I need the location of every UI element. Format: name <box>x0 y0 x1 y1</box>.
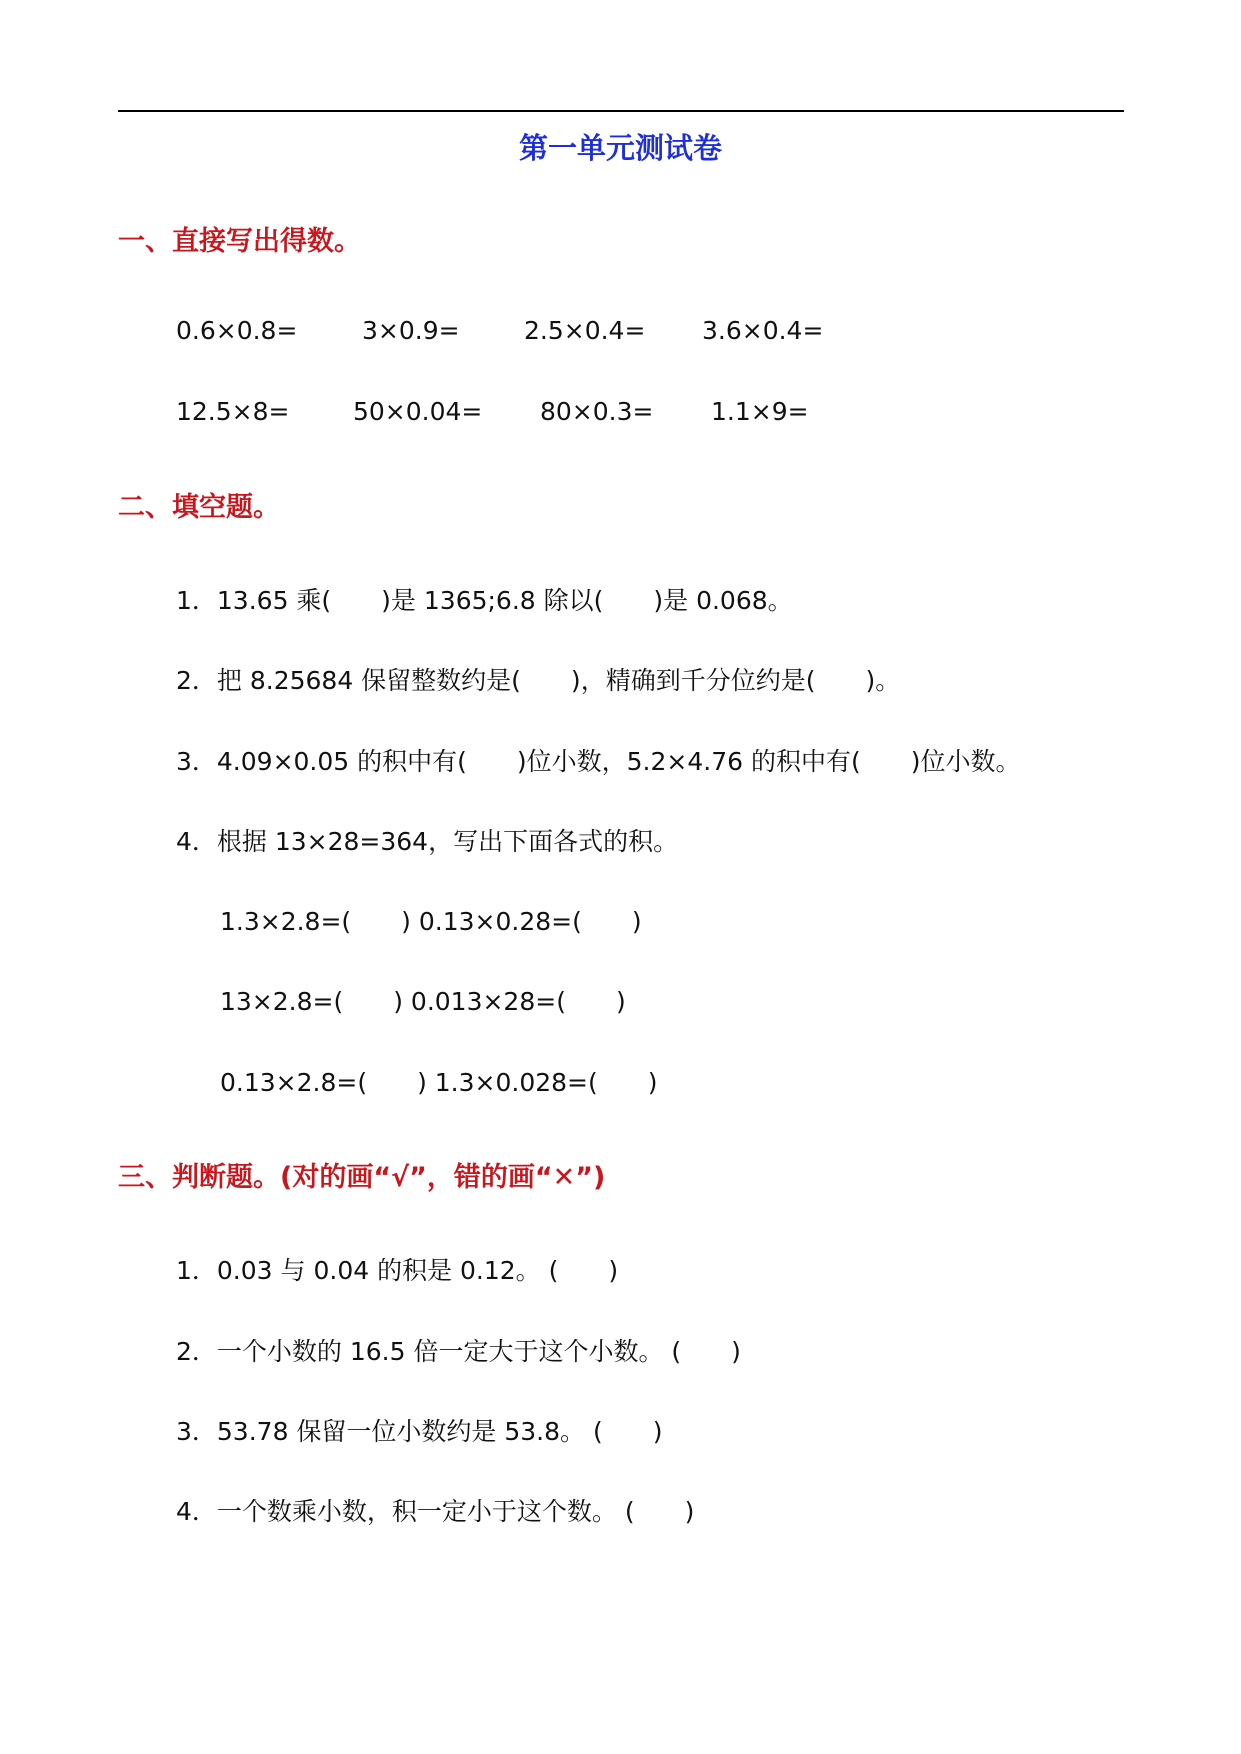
true-false-question: 3．53.78 保留一位小数约是 53.8。 ( ) <box>176 1417 663 1446</box>
true-false-question: 1．0.03 与 0.04 的积是 0.12。 ( ) <box>176 1256 619 1285</box>
calc-item: 12.5×8= <box>176 397 290 426</box>
fill-blank-subitem: 13×2.8=( ) 0.013×28=( ) <box>220 987 626 1016</box>
fill-blank-subitem: 0.13×2.8=( ) 1.3×0.028=( ) <box>220 1068 658 1097</box>
fill-blank-question: 3．4.09×0.05 的积中有( )位小数，5.2×4.76 的积中有( )位小数。 <box>176 747 1021 776</box>
fill-blank-question: 4．根据 13×28=364，写出下面各式的积。 <box>176 827 679 856</box>
calc-item: 80×0.3= <box>540 397 654 426</box>
fill-blank-question: 2．把 8.25684 保留整数约是( )，精确到千分位约是( )。 <box>176 666 901 695</box>
calc-item: 1.1×9= <box>711 397 809 426</box>
fill-blank-subitem: 1.3×2.8=( ) 0.13×0.28=( ) <box>220 907 642 936</box>
calc-item: 3×0.9= <box>362 316 460 345</box>
calc-item: 2.5×0.4= <box>524 316 646 345</box>
calc-item: 3.6×0.4= <box>702 316 824 345</box>
true-false-question: 4．一个数乘小数，积一定小于这个数。 ( ) <box>176 1497 695 1526</box>
section-2-heading: 二、填空题。 <box>118 492 280 523</box>
true-false-question: 2．一个小数的 16.5 倍一定大于这个小数。 ( ) <box>176 1337 741 1366</box>
fill-blank-question: 1．13.65 乘( )是 1365;6.8 除以( )是 0.068。 <box>176 586 793 615</box>
calc-item: 50×0.04= <box>353 397 483 426</box>
section-3-heading: 三、判断题。(对的画“√”，错的画“✕”) <box>118 1162 606 1193</box>
section-1-heading: 一、直接写出得数。 <box>118 226 361 257</box>
page-title: 第一单元测试卷 <box>518 131 722 165</box>
top-rule <box>118 110 1124 112</box>
calc-item: 0.6×0.8= <box>176 316 298 345</box>
